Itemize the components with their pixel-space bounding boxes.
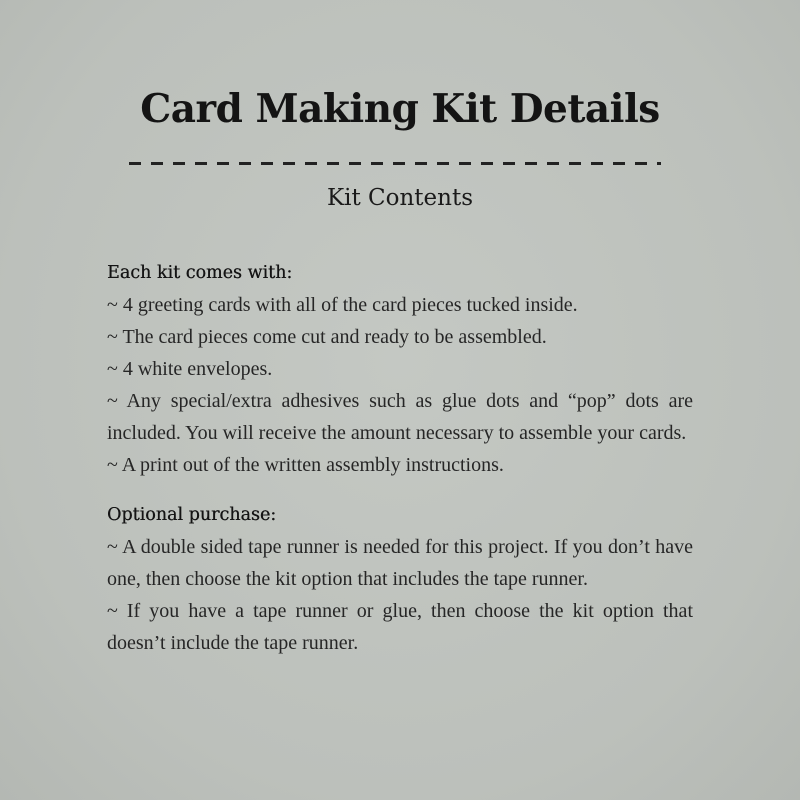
section-heading: Optional purchase: xyxy=(107,505,277,525)
list-item: ~ Any special/extra adhesives such as glue dots and “pop” dots are included. You will receive the amount necessary to assemble your cards. xyxy=(107,390,693,444)
list-item: ~ If you have a tape runner or glue, then choose the kit option that doesn’t include the tape runner. xyxy=(107,600,693,654)
list-item: ~ 4 white envelopes. xyxy=(107,358,273,380)
page-title: Card Making Kit Details xyxy=(140,86,660,132)
list-item: ~ A print out of the written assembly instructions. xyxy=(107,454,504,476)
list-item: ~ The card pieces come cut and ready to be assembled. xyxy=(107,326,547,348)
section-kit-includes xyxy=(107,257,693,481)
section-optional-purchase xyxy=(107,499,693,659)
kit-contents-body xyxy=(107,257,693,659)
list-item: ~ 4 greeting cards with all of the card pieces tucked inside. xyxy=(107,294,578,316)
dashed-divider xyxy=(129,162,661,165)
section-heading: Each kit comes with: xyxy=(107,263,293,283)
list-item: ~ A double sided tape runner is needed for this project. If you don’t have one, then choose the kit option that includes the tape runner. xyxy=(107,536,693,590)
page-subtitle: Kit Contents xyxy=(326,185,474,211)
